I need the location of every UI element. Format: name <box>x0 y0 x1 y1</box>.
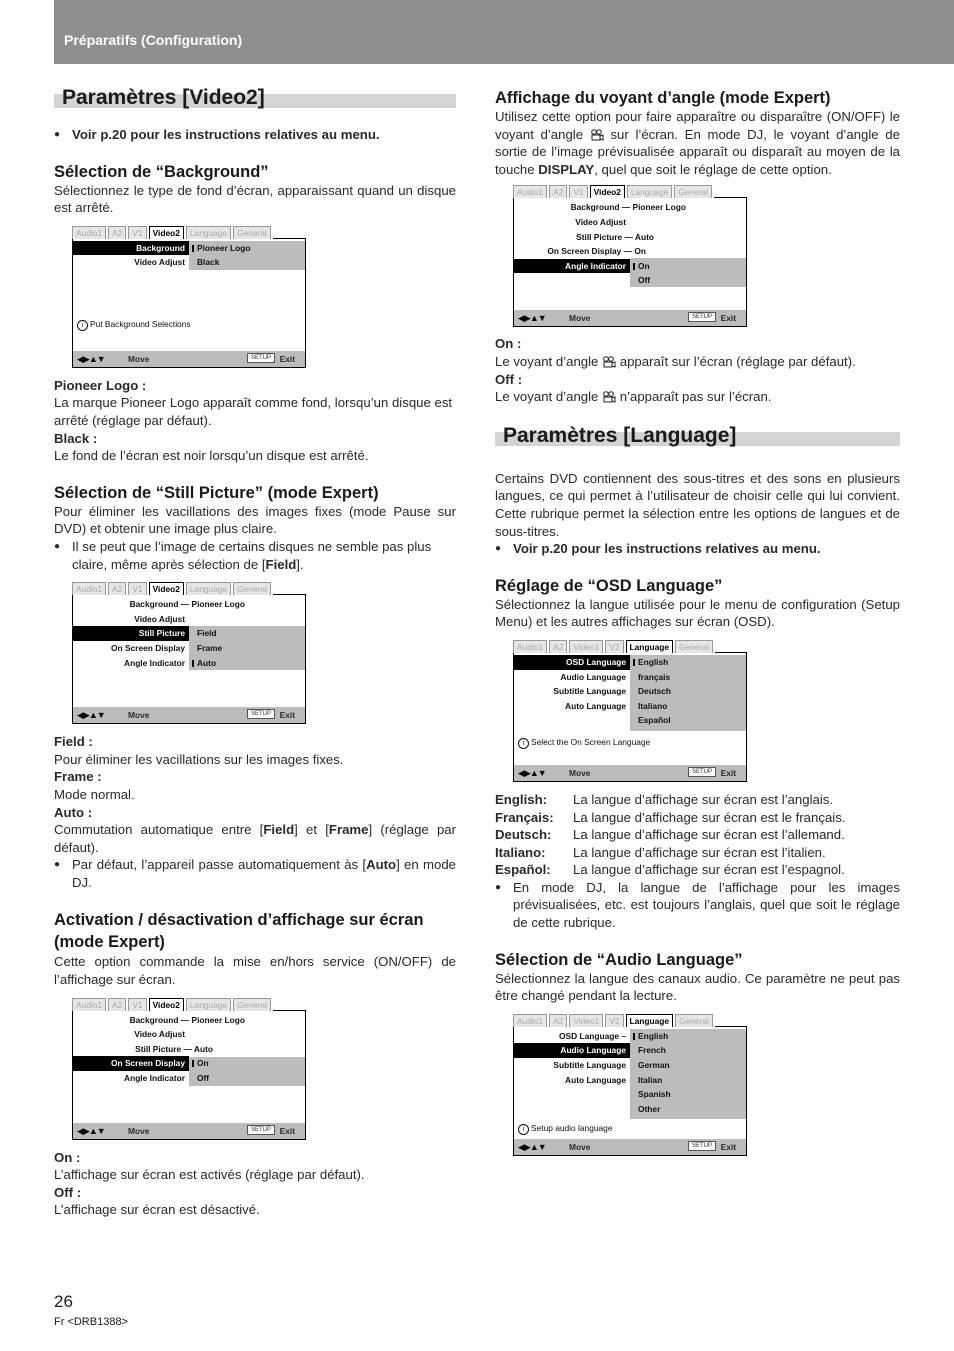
tab-language: Language <box>186 582 231 595</box>
osd-footer: ◀▶▲▼ Move SETUP Exit <box>73 1123 305 1139</box>
bg-intro: Sélectionnez le type de fond d’écran, apparaissant quand un disque est arrêté. <box>54 182 456 216</box>
auto-desc: Commutation automatique entre [Field] et [Frame] (réglage par défaut). <box>54 822 457 855</box>
tab-general: General <box>675 1014 713 1027</box>
arrow-keys-icon: ◀▶▲▼ <box>77 353 105 364</box>
osd-row-background: Background — Pioneer Logo <box>129 599 245 610</box>
osd-row-audio-language: Audio Language français <box>560 671 671 682</box>
frame-desc: Mode normal. <box>54 786 135 802</box>
tab-language: Language <box>186 226 231 239</box>
pioneer-logo-term: Pioneer Logo : <box>54 377 147 393</box>
def-value: La langue d’affichage sur écran est l’italien. <box>573 844 826 860</box>
osd-row-video-adjust: Video Adjust <box>575 216 626 227</box>
off-desc: L’affichage sur écran est désactivé. <box>54 1202 260 1218</box>
osd-row-still-picture: Still Picture — Auto <box>135 1043 213 1054</box>
def-value: La langue d’affichage sur écran est le français. <box>573 809 846 825</box>
tab-audio1: Audio1 <box>72 226 106 239</box>
language-definitions <box>495 791 900 879</box>
tab-language: Language <box>186 998 231 1011</box>
section-title-language: Paramètres [Language] <box>495 424 900 448</box>
osd-audio-language-screen <box>513 1011 747 1156</box>
tab-audio1: Audio1 <box>513 185 547 198</box>
osd-onoff-intro: Cette option commande la mise en/hors service (ON/OFF) de l’affichage sur écran. <box>54 954 456 988</box>
bg-heading: Sélection de “Background” <box>54 162 269 181</box>
black-desc: Le fond de l’écran est noir lorsqu’un disque est arrêté. <box>54 448 369 464</box>
osd-row-still-picture: Still Picture Field <box>73 626 305 641</box>
setup-button-icon: SETUP <box>688 767 716 777</box>
tab-video1: Video1 <box>569 640 603 653</box>
osd-language-heading: Réglage de “OSD Language” <box>495 576 723 595</box>
tab-audio1: Audio1 <box>72 582 106 595</box>
osd-angle-indicator <box>513 182 747 327</box>
tab-general: General <box>675 640 713 653</box>
info-icon: i <box>77 320 88 331</box>
tab-video1: Video1 <box>569 1014 603 1027</box>
tab-audio1: Audio1 <box>513 640 547 653</box>
osd-row-angle-indicator: Angle Indicator Auto <box>73 656 305 671</box>
tab-v1: V1 <box>128 998 146 1011</box>
osd-row-video-adjust: Video Adjust Black <box>134 257 220 268</box>
tab-a2: A2 <box>549 1014 567 1027</box>
def-key: Español: <box>495 862 551 878</box>
tab-audio1: Audio1 <box>513 1014 547 1027</box>
tab-v2: V2 <box>605 1014 623 1027</box>
menu-note: ● Voir p.20 pour les instructions relatives au menu. <box>54 126 456 144</box>
osd-row-on-screen-display: On Screen Display On <box>73 1056 305 1071</box>
info-icon: i <box>518 1124 529 1135</box>
osd-on-screen-display <box>72 995 306 1140</box>
osd-row-espanol: Español <box>638 715 671 726</box>
tab-v1: V1 <box>569 185 587 198</box>
arrow-keys-icon: ◀▶▲▼ <box>518 1141 546 1152</box>
osd-row-on-screen-display: On Screen Display — On <box>547 246 646 257</box>
auto-bullet: ● Par défaut, l’appareil passe automatiquement às [Auto] en mode DJ. <box>54 856 456 891</box>
osd-row-video-adjust: Video Adjust <box>134 613 185 624</box>
setup-button-icon: SETUP <box>247 709 275 719</box>
osd-language-intro: Sélectionnez la langue utilisée pour le menu de configuration (Setup Menu) et les autres affichages sur écran (OSD). <box>495 596 900 630</box>
on-term: On : <box>54 1149 81 1165</box>
tab-language: Language <box>626 640 674 653</box>
def-key: Français: <box>495 809 554 825</box>
tab-a2: A2 <box>108 998 126 1011</box>
arrow-keys-icon: ◀▶▲▼ <box>518 313 546 324</box>
black-term: Black : <box>54 430 98 446</box>
tab-general: General <box>233 226 271 239</box>
off-term: Off : <box>54 1184 82 1200</box>
angle-intro: Utilisez cette option pour faire apparaître ou disparaître (ON/OFF) le voyant d’angle sur l’écran. En mode DJ, le voyant d’angle de sortie de l’image prévisualisée apparaît ou disparaît au moyen de la touche DISPLAY, quel que soit le réglage de cette option. <box>495 109 900 177</box>
angle-camera-icon <box>602 356 616 368</box>
setup-button-icon: SETUP <box>247 1125 275 1135</box>
osd-row-spanish: Spanish <box>638 1089 671 1100</box>
osd-row-subtitle-language: Subtitle Language German <box>553 1060 670 1071</box>
setup-button-icon: SETUP <box>688 1141 716 1151</box>
angle-camera-icon <box>602 391 616 403</box>
audio-language-intro: Sélectionnez la langue des canaux audio. Ce paramètre ne peut pas être changé pendant la lecture. <box>495 970 900 1004</box>
tab-video2: Video2 <box>590 185 625 198</box>
still-bullet: ● Il se peut que l’image de certains disques ne semble pas plus claire, même après sélection de [Field]. <box>54 538 456 573</box>
info-icon: i <box>518 738 529 749</box>
osd-row-still-picture: Still Picture — Auto <box>576 231 654 242</box>
angle-on-term: On : <box>495 336 522 352</box>
tab-a2: A2 <box>549 640 567 653</box>
osd-language-screen <box>513 637 747 782</box>
osd-tabs <box>72 223 306 239</box>
frame-term: Frame : <box>54 769 102 785</box>
arrow-keys-icon: ◀▶▲▼ <box>77 710 105 721</box>
def-key: Deutsch: <box>495 827 552 843</box>
def-key: Italiano: <box>495 844 546 860</box>
osd-row-osd-language: OSD Language – English <box>514 1029 746 1044</box>
osd-footer: ◀▶▲▼ Move SETUP Exit <box>514 310 746 326</box>
osd-hint: i Put Background Selections <box>77 319 191 331</box>
osd-row-angle-indicator: Angle Indicator Off <box>124 1073 210 1084</box>
page-number: 26 <box>54 1292 73 1311</box>
tab-a2: A2 <box>549 185 567 198</box>
osd-row-other: Other <box>638 1103 661 1114</box>
osd-row-video-adjust: Video Adjust <box>134 1029 185 1040</box>
angle-off-desc: Le voyant d’angle n’apparaît pas sur l’écran. <box>495 389 772 405</box>
tab-general: General <box>233 998 271 1011</box>
angle-on-desc: Le voyant d’angle apparaît sur l’écran (réglage par défaut). <box>495 353 856 369</box>
osd-row-angle-off: Off <box>638 275 651 286</box>
osd-row-osd-language: OSD Language English <box>514 655 746 670</box>
def-key: English: <box>495 791 548 807</box>
left-column <box>54 86 456 1219</box>
def-value: La langue d’affichage sur écran est l’anglais. <box>573 791 834 807</box>
dj-bullet: ● En mode DJ, la langue de l’affichage pour les images prévisualisées, etc. est toujours l’anglais, quel que soit le réglage de cette rubrique. <box>495 879 900 932</box>
osd-row-background: Background Pioneer Logo <box>73 241 305 256</box>
tab-a2: A2 <box>108 226 126 239</box>
on-desc: L’affichage sur écran est activés (réglage par défaut). <box>54 1167 365 1183</box>
header-bar <box>54 0 954 64</box>
osd-footer: ◀▶▲▼ Move SETUP Exit <box>73 351 305 367</box>
setup-button-icon: SETUP <box>688 312 716 322</box>
tab-general: General <box>674 185 712 198</box>
osd-row-subtitle-language: Subtitle Language Deutsch <box>553 686 672 697</box>
osd-onoff-heading: Activation / désactivation d’affichage sur écran (mode Expert) <box>54 911 424 952</box>
osd-footer: ◀▶▲▼ Move SETUP Exit <box>514 765 746 781</box>
tab-language: Language <box>627 185 672 198</box>
section-title-video2: Paramètres [Video2] <box>54 86 456 110</box>
still-intro: Pour éliminer les vacillations des images fixes (mode Pause sur DVD) et obtenir une image plus claire. <box>54 503 456 537</box>
osd-hint: i Setup audio language <box>518 1123 613 1135</box>
pioneer-logo-desc: La marque Pioneer Logo apparaît comme fond, lorsqu’un disque est arrêté (réglage par défaut). <box>54 395 453 428</box>
tab-v1: V1 <box>128 226 146 239</box>
angle-heading: Affichage du voyant d’angle (mode Expert) <box>495 89 831 107</box>
page-code: Fr <DRB1388> <box>54 1316 128 1328</box>
def-value: La langue d’affichage sur écran est l’allemand. <box>573 827 845 843</box>
language-menu-note: ● Voir p.20 pour les instructions relatives au menu. <box>495 540 900 558</box>
angle-camera-icon <box>590 129 604 141</box>
osd-row-background: Background — Pioneer Logo <box>570 202 686 213</box>
tab-video2: Video2 <box>149 582 184 595</box>
osd-row-auto-language: Auto Language Italian <box>565 1074 663 1085</box>
still-heading: Sélection de “Still Picture” (mode Expert) <box>54 483 379 502</box>
tab-audio1: Audio1 <box>72 998 106 1011</box>
tab-video2: Video2 <box>149 998 184 1011</box>
tab-language: Language <box>626 1014 674 1027</box>
osd-footer: ◀▶▲▼ Move SETUP Exit <box>514 1139 746 1155</box>
right-column <box>495 86 900 1156</box>
osd-footer: ◀▶▲▼ Move SETUP Exit <box>73 707 305 723</box>
tab-v1: V1 <box>128 582 146 595</box>
osd-row-auto-language: Auto Language Italiano <box>565 700 668 711</box>
field-term: Field : <box>54 734 93 750</box>
osd-still-picture <box>72 579 306 724</box>
tab-general: General <box>233 582 271 595</box>
field-desc: Pour éliminer les vacillations sur les images fixes. <box>54 751 344 767</box>
arrow-keys-icon: ◀▶▲▼ <box>518 767 546 778</box>
osd-background <box>72 223 306 368</box>
osd-hint: i Select the On Screen Language <box>518 737 650 749</box>
tab-v2: V2 <box>605 640 623 653</box>
tab-video2: Video2 <box>149 226 184 239</box>
arrow-keys-icon: ◀▶▲▼ <box>77 1125 105 1136</box>
angle-off-term: Off : <box>495 371 523 387</box>
osd-row-on-screen-display: On Screen Display Frame <box>110 642 223 653</box>
tab-a2: A2 <box>108 582 126 595</box>
osd-row-audio-language: Audio Language French <box>514 1043 746 1058</box>
auto-term: Auto : <box>54 804 93 820</box>
header-title: Préparatifs (Configuration) <box>64 32 243 48</box>
audio-language-heading: Sélection de “Audio Language” <box>495 950 743 969</box>
def-value: La langue d’affichage sur écran est l’espagnol. <box>573 862 845 878</box>
setup-button-icon: SETUP <box>247 353 275 363</box>
osd-row-background: Background — Pioneer Logo <box>129 1014 245 1025</box>
language-intro: Certains DVD contiennent des sous-titres et des sons en plusieurs langues, ce qui permet à l’utilisateur de choisir celle qui lui convient. Cette rubrique permet la sélection entre les options de langues et de sous-titres. <box>495 470 900 539</box>
osd-row-angle-indicator: Angle Indicator On <box>514 259 746 274</box>
